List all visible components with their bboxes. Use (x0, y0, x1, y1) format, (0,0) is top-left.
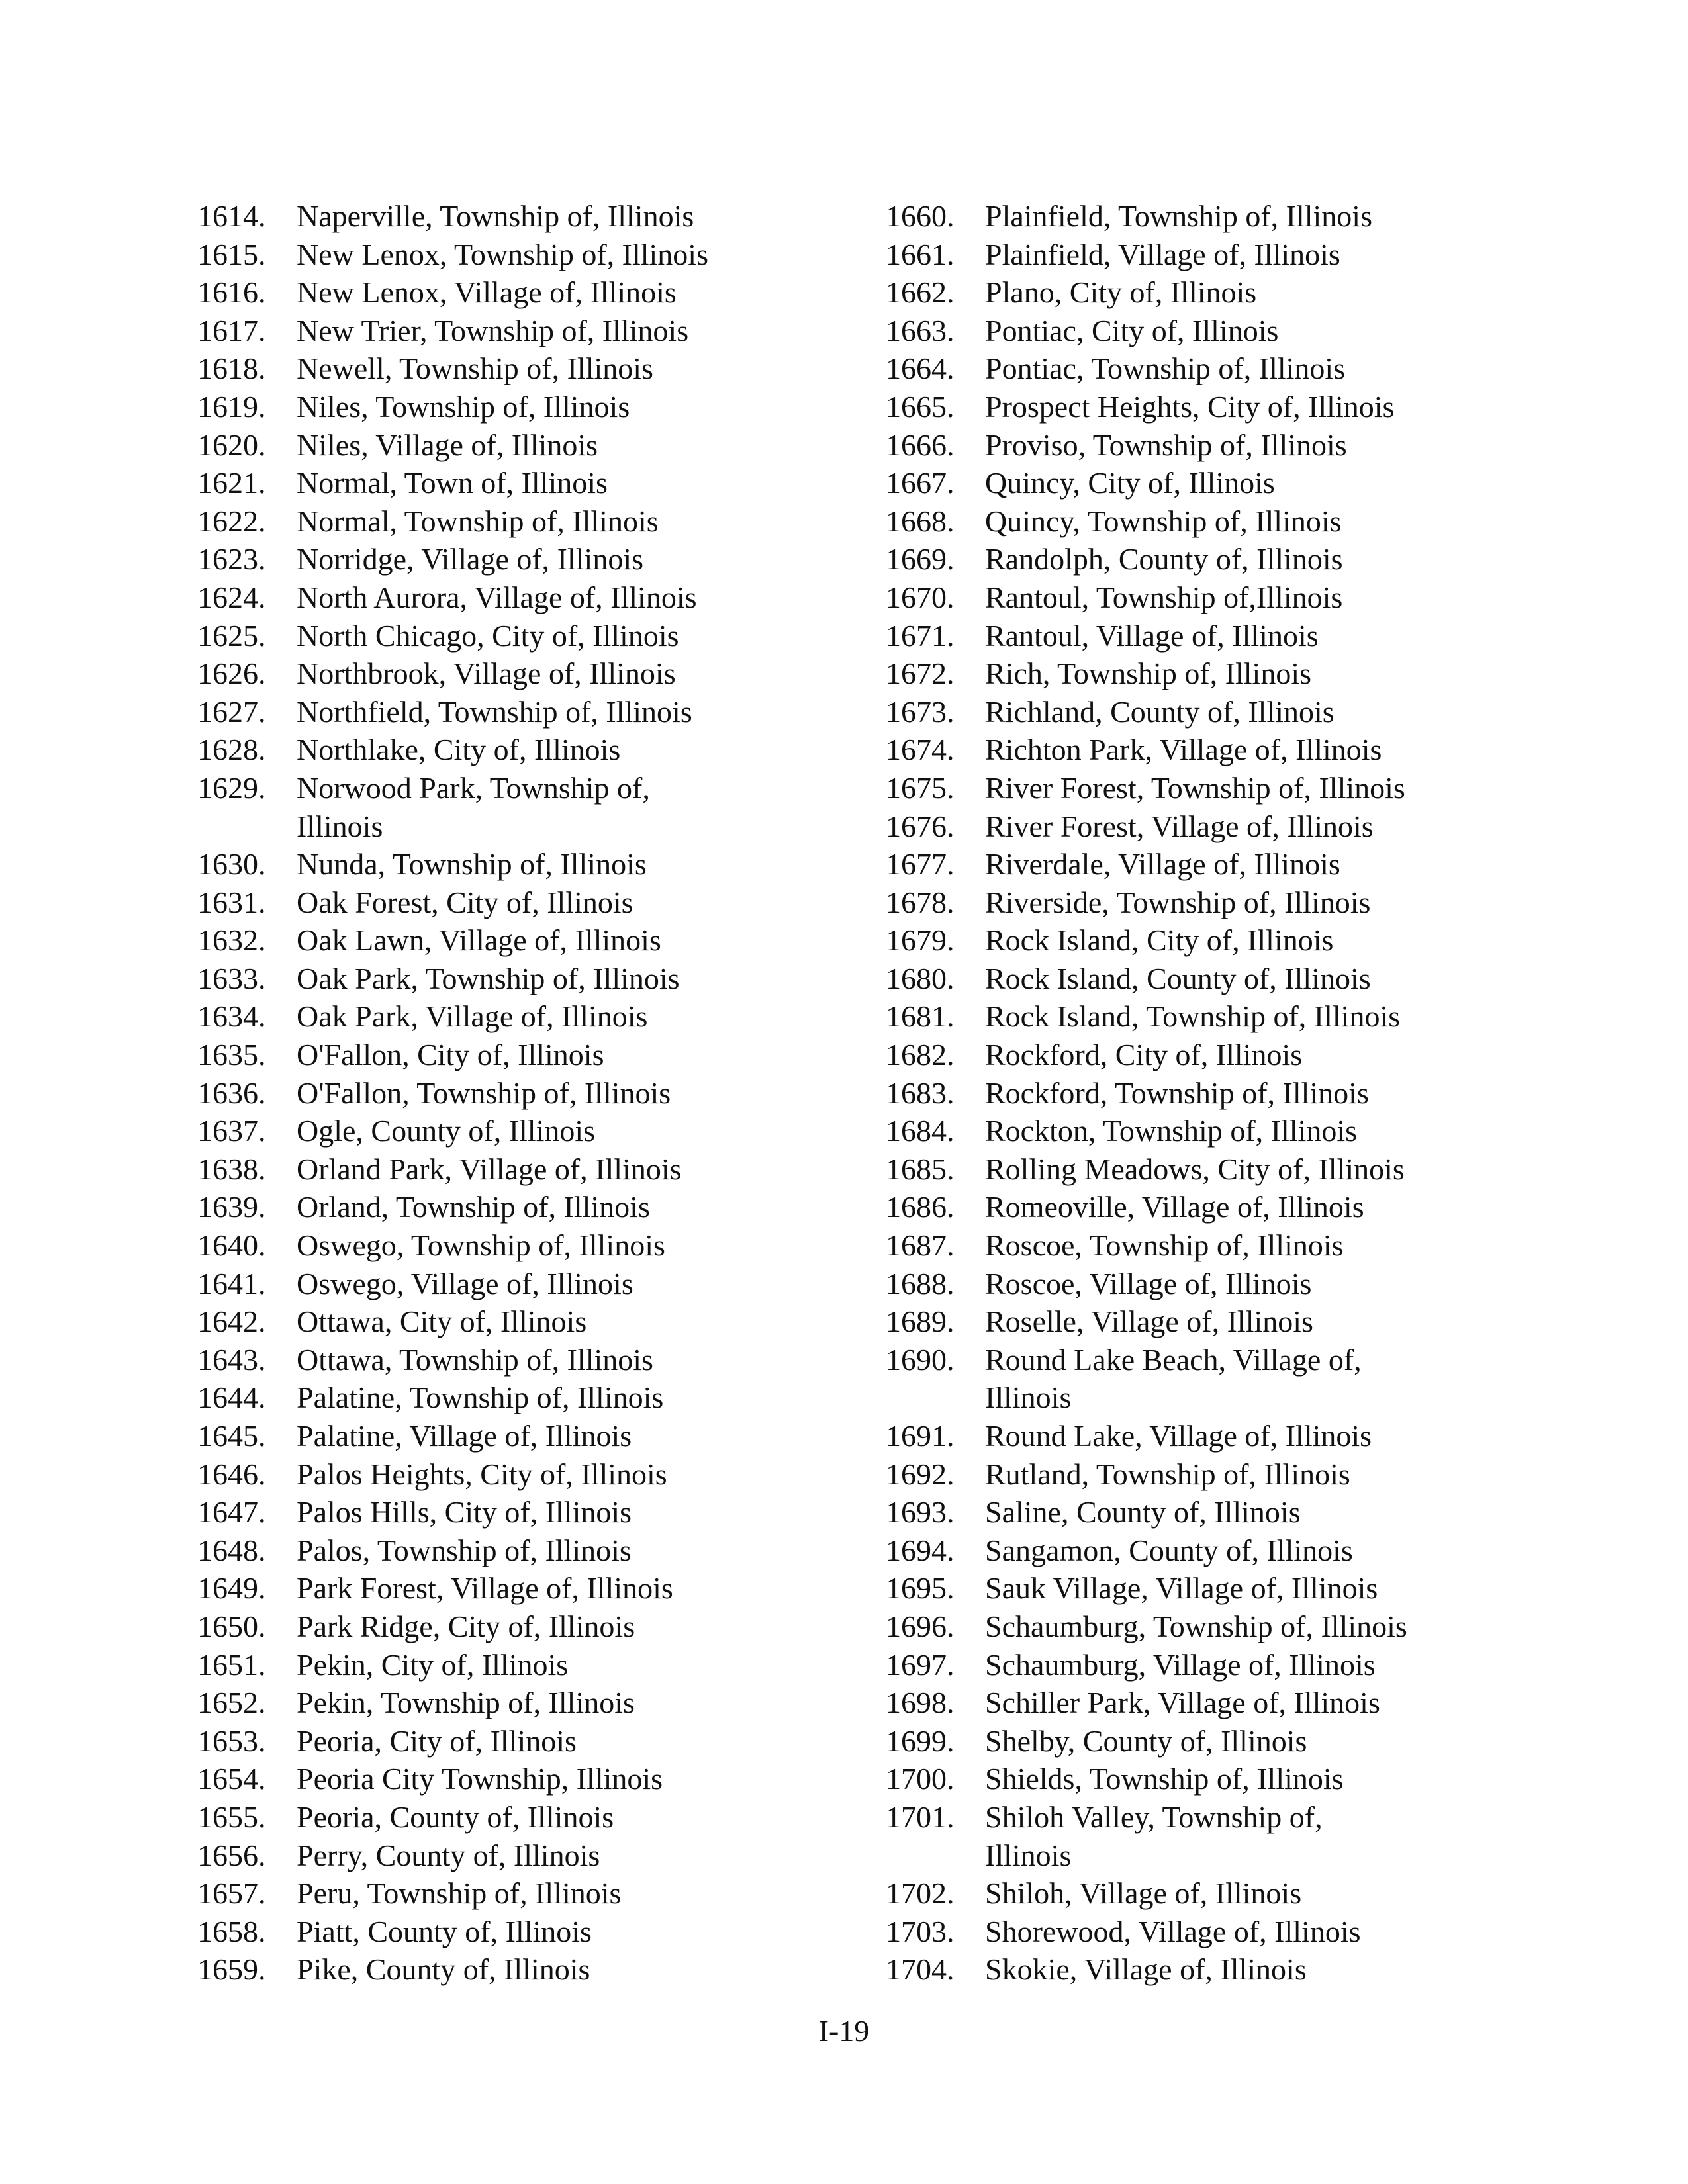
list-item (197, 1112, 859, 1150)
entry-name: North Aurora, Village of, Illinois (297, 580, 697, 614)
list-item (886, 197, 1548, 236)
entry-number: 1662. (886, 275, 955, 310)
entry-name: Round Lake, Village of, Illinois (985, 1419, 1372, 1453)
entry-name: Rock Island, Township of, Illinois (985, 999, 1401, 1034)
entry-number: 1652. (197, 1686, 266, 1720)
entry-number: 1672. (886, 657, 955, 691)
entry-name: Roscoe, Village of, Illinois (985, 1266, 1312, 1300)
entry-number: 1698. (886, 1686, 955, 1720)
entry-number: 1683. (886, 1075, 955, 1110)
entry-name: Oak Park, Village of, Illinois (297, 999, 648, 1034)
entry-name: Ogle, County of, Illinois (297, 1114, 596, 1148)
list-item (197, 1684, 859, 1722)
entry-number: 1690. (886, 1342, 955, 1377)
list-item (197, 388, 859, 426)
list-item (197, 1569, 859, 1608)
list-item (197, 1950, 859, 1989)
entry-number: 1649. (197, 1571, 266, 1606)
list-item (886, 578, 1548, 617)
entry-name: Oswego, Village of, Illinois (297, 1266, 633, 1300)
entry-number: 1699. (886, 1723, 955, 1758)
list-item (886, 312, 1548, 350)
entry-number: 1634. (197, 999, 266, 1034)
list-item (197, 731, 859, 769)
entry-number: 1653. (197, 1723, 266, 1758)
list-item (197, 540, 859, 578)
entry-name: Schaumburg, Village of, Illinois (985, 1647, 1376, 1682)
list-item (886, 236, 1548, 274)
list-item (197, 1913, 859, 1951)
entry-number: 1667. (886, 466, 955, 500)
entry-number: 1684. (886, 1114, 955, 1148)
entry-number: 1693. (886, 1495, 955, 1529)
entry-number: 1617. (197, 313, 266, 347)
list-item (886, 1874, 1548, 1913)
entry-number: 1623. (197, 542, 266, 576)
entry-name: Sauk Village, Village of, Illinois (985, 1571, 1378, 1606)
list-item (886, 1722, 1548, 1760)
list-item (886, 693, 1548, 731)
entry-name: Niles, Township of, Illinois (297, 389, 630, 424)
entry-name: Shelby, County of, Illinois (985, 1723, 1307, 1758)
list-item (886, 1112, 1548, 1150)
entry-name: Romeoville, Village of, Illinois (985, 1190, 1364, 1224)
list-item (197, 617, 859, 655)
entry-number: 1622. (197, 504, 266, 538)
entry-name: Rich, Township of, Illinois (985, 657, 1311, 691)
entry-name: Peoria City Township, Illinois (297, 1762, 663, 1796)
entry-name: Normal, Town of, Illinois (297, 466, 608, 500)
left-entry-column (197, 197, 859, 1989)
list-item (886, 1760, 1548, 1798)
entry-name: Pontiac, City of, Illinois (985, 313, 1279, 347)
entry-name: Shiloh, Village of, Illinois (985, 1876, 1302, 1911)
entry-number: 1635. (197, 1038, 266, 1072)
entry-name: Orland, Township of, Illinois (297, 1190, 650, 1224)
entry-number: 1694. (886, 1533, 955, 1567)
entry-name: Oak Park, Township of, Illinois (297, 961, 680, 995)
entry-name: O'Fallon, City of, Illinois (297, 1038, 604, 1072)
entry-number: 1657. (197, 1876, 266, 1911)
entry-name: New Lenox, Township of, Illinois (297, 237, 708, 271)
list-item (886, 1417, 1548, 1455)
entry-number: 1661. (886, 237, 955, 271)
entry-name: North Chicago, City of, Illinois (297, 618, 679, 653)
entry-number: 1678. (886, 885, 955, 919)
entry-name: Rutland, Township of, Illinois (985, 1457, 1350, 1491)
entry-name: Plainfield, Township of, Illinois (985, 199, 1372, 233)
entry-name: Proviso, Township of, Illinois (985, 428, 1347, 462)
entry-number: 1656. (197, 1838, 266, 1872)
list-item (886, 884, 1548, 922)
entry-number: 1671. (886, 618, 955, 653)
list-item (197, 693, 859, 731)
entry-name: Oswego, Township of, Illinois (297, 1228, 665, 1263)
entry-name: Rockford, City of, Illinois (985, 1038, 1303, 1072)
entry-number: 1628. (197, 733, 266, 767)
list-item (197, 1074, 859, 1113)
entry-name: Quincy, City of, Illinois (985, 466, 1275, 500)
entry-name: Norridge, Village of, Illinois (297, 542, 644, 576)
list-item (886, 502, 1548, 541)
entry-number: 1668. (886, 504, 955, 538)
entry-name: Schaumburg, Township of, Illinois (985, 1609, 1407, 1643)
list-item (886, 1608, 1548, 1646)
entry-number: 1677. (886, 847, 955, 882)
list-item (886, 1265, 1548, 1303)
entry-number: 1643. (197, 1342, 266, 1377)
entry-name: Palatine, Village of, Illinois (297, 1419, 632, 1453)
entry-name: Ottawa, Township of, Illinois (297, 1342, 653, 1377)
list-item (197, 921, 859, 960)
entry-name: Nunda, Township of, Illinois (297, 847, 647, 882)
entry-number: 1688. (886, 1266, 955, 1300)
entry-number: 1676. (886, 809, 955, 843)
entry-name: Shorewood, Village of, Illinois (985, 1914, 1361, 1948)
list-item (197, 769, 859, 845)
list-item (197, 1188, 859, 1226)
entry-number: 1658. (197, 1914, 266, 1948)
entry-name: River Forest, Village of, Illinois (985, 809, 1374, 843)
list-item (886, 1569, 1548, 1608)
entry-name: Peru, Township of, Illinois (297, 1876, 622, 1911)
list-item (197, 1265, 859, 1303)
entry-number: 1636. (197, 1075, 266, 1110)
list-item (197, 1417, 859, 1455)
entry-name: Oak Forest, City of, Illinois (297, 885, 633, 919)
entry-name: Pike, County of, Illinois (297, 1952, 590, 1987)
entry-number: 1691. (886, 1419, 955, 1453)
list-item (197, 1455, 859, 1494)
entry-number: 1704. (886, 1952, 955, 1987)
entry-number: 1647. (197, 1495, 266, 1529)
entry-number: 1663. (886, 313, 955, 347)
entry-number: 1629. (197, 770, 266, 805)
entry-name: Palos Heights, City of, Illinois (297, 1457, 667, 1491)
entry-number: 1640. (197, 1228, 266, 1263)
entry-name: Naperville, Township of, Illinois (297, 199, 694, 233)
entry-name: Plano, City of, Illinois (985, 275, 1257, 310)
entry-number: 1696. (886, 1609, 955, 1643)
list-item (197, 1874, 859, 1913)
entry-number: 1702. (886, 1876, 955, 1911)
entry-name: Niles, Village of, Illinois (297, 428, 598, 462)
entry-name: Schiller Park, Village of, Illinois (985, 1686, 1380, 1720)
entry-number: 1646. (197, 1457, 266, 1491)
list-item (886, 426, 1548, 465)
list-item (197, 960, 859, 998)
entry-name: Shields, Township of, Illinois (985, 1762, 1344, 1796)
entry-name: Ottawa, City of, Illinois (297, 1304, 587, 1339)
list-item (197, 1379, 859, 1417)
entry-number: 1666. (886, 428, 955, 462)
entry-name: New Trier, Township of, Illinois (297, 313, 689, 347)
entry-number: 1637. (197, 1114, 266, 1148)
entry-name: Round Lake Beach, Village of, Illinois (985, 1342, 1362, 1415)
entry-name: Pontiac, Township of, Illinois (985, 351, 1346, 386)
entry-name: Perry, County of, Illinois (297, 1838, 600, 1872)
list-item (197, 655, 859, 693)
entry-name: Peoria, City of, Illinois (297, 1723, 577, 1758)
list-item (197, 1608, 859, 1646)
entry-name: Park Ridge, City of, Illinois (297, 1609, 635, 1643)
entry-number: 1618. (197, 351, 266, 386)
entry-name: Pekin, City of, Illinois (297, 1647, 569, 1682)
entry-name: Roselle, Village of, Illinois (985, 1304, 1313, 1339)
entry-name: Rock Island, City of, Illinois (985, 923, 1334, 958)
entry-name: Pekin, Township of, Illinois (297, 1686, 635, 1720)
entry-number: 1621. (197, 466, 266, 500)
entry-number: 1700. (886, 1762, 955, 1796)
entry-name: Rolling Meadows, City of, Illinois (985, 1152, 1405, 1186)
list-item (886, 1074, 1548, 1113)
entry-name: Roscoe, Township of, Illinois (985, 1228, 1344, 1263)
list-item (886, 1302, 1548, 1341)
entry-number: 1654. (197, 1762, 266, 1796)
list-item (197, 578, 859, 617)
entry-number: 1695. (886, 1571, 955, 1606)
entry-name: Orland Park, Village of, Illinois (297, 1152, 682, 1186)
list-item (197, 884, 859, 922)
list-item (197, 1150, 859, 1189)
list-item (197, 236, 859, 274)
entry-name: Richton Park, Village of, Illinois (985, 733, 1382, 767)
entry-number: 1680. (886, 961, 955, 995)
list-item (886, 921, 1548, 960)
entry-name: Skokie, Village of, Illinois (985, 1952, 1307, 1987)
entry-number: 1679. (886, 923, 955, 958)
entry-name: Saline, County of, Illinois (985, 1495, 1301, 1529)
list-item (197, 1493, 859, 1531)
list-item (197, 997, 859, 1036)
entry-name: Rantoul, Township of,Illinois (985, 580, 1343, 614)
list-item (886, 769, 1548, 807)
list-item (197, 1722, 859, 1760)
entry-number: 1631. (197, 885, 266, 919)
list-item (886, 1646, 1548, 1684)
list-item (197, 1341, 859, 1379)
list-item (886, 1455, 1548, 1494)
entry-number: 1701. (886, 1799, 955, 1834)
list-item (886, 845, 1548, 884)
entry-number: 1641. (197, 1266, 266, 1300)
entry-number: 1625. (197, 618, 266, 653)
entry-number: 1675. (886, 770, 955, 805)
entry-number: 1616. (197, 275, 266, 310)
entry-name: River Forest, Township of, Illinois (985, 770, 1405, 805)
entry-name: Rock Island, County of, Illinois (985, 961, 1371, 995)
entry-number: 1650. (197, 1609, 266, 1643)
list-item (886, 540, 1548, 578)
list-item (886, 1950, 1548, 1989)
entry-name: Riverdale, Village of, Illinois (985, 847, 1340, 882)
entry-number: 1633. (197, 961, 266, 995)
entry-number: 1670. (886, 580, 955, 614)
list-item (197, 1646, 859, 1684)
entry-number: 1619. (197, 389, 266, 424)
list-item (197, 1226, 859, 1265)
entry-number: 1697. (886, 1647, 955, 1682)
list-item (886, 731, 1548, 769)
entry-number: 1674. (886, 733, 955, 767)
entry-number: 1692. (886, 1457, 955, 1491)
entry-name: New Lenox, Village of, Illinois (297, 275, 677, 310)
list-item (197, 312, 859, 350)
entry-name: Northfield, Township of, Illinois (297, 694, 692, 729)
list-item (886, 464, 1548, 502)
entry-name: Quincy, Township of, Illinois (985, 504, 1342, 538)
list-item (886, 1036, 1548, 1074)
entry-name: Palos Hills, City of, Illinois (297, 1495, 632, 1529)
entry-name: Palatine, Township of, Illinois (297, 1381, 664, 1415)
entry-name: Rockton, Township of, Illinois (985, 1114, 1357, 1148)
list-item (197, 845, 859, 884)
entry-number: 1669. (886, 542, 955, 576)
list-item (886, 1531, 1548, 1570)
list-item (886, 1684, 1548, 1722)
list-item (197, 1036, 859, 1074)
list-item (197, 426, 859, 465)
list-item (197, 1760, 859, 1798)
entry-name: Northlake, City of, Illinois (297, 733, 621, 767)
list-item (886, 273, 1548, 312)
entry-number: 1614. (197, 199, 266, 233)
entry-number: 1615. (197, 237, 266, 271)
list-item (886, 617, 1548, 655)
entry-name: Newell, Township of, Illinois (297, 351, 653, 386)
entry-number: 1624. (197, 580, 266, 614)
entry-number: 1627. (197, 694, 266, 729)
entry-number: 1642. (197, 1304, 266, 1339)
entry-name: Oak Lawn, Village of, Illinois (297, 923, 661, 958)
list-item (886, 1150, 1548, 1189)
entry-number: 1626. (197, 657, 266, 691)
entry-name: Randolph, County of, Illinois (985, 542, 1343, 576)
list-item (886, 807, 1548, 846)
entry-number: 1632. (197, 923, 266, 958)
list-item (197, 1531, 859, 1570)
entry-number: 1639. (197, 1190, 266, 1224)
entry-name: Plainfield, Village of, Illinois (985, 237, 1340, 271)
list-item (197, 1837, 859, 1875)
list-item (886, 349, 1548, 388)
entry-name: Palos, Township of, Illinois (297, 1533, 632, 1567)
entry-number: 1644. (197, 1381, 266, 1415)
list-item (886, 960, 1548, 998)
list-item (197, 197, 859, 236)
list-item (197, 1798, 859, 1837)
list-item (886, 997, 1548, 1036)
entry-name: Northbrook, Village of, Illinois (297, 657, 676, 691)
entry-name: Piatt, County of, Illinois (297, 1914, 592, 1948)
entry-number: 1630. (197, 847, 266, 882)
list-item (886, 388, 1548, 426)
list-item (886, 1798, 1548, 1874)
entry-name: Sangamon, County of, Illinois (985, 1533, 1353, 1567)
entry-name: Rantoul, Village of, Illinois (985, 618, 1319, 653)
entry-number: 1660. (886, 199, 955, 233)
entry-name: Normal, Township of, Illinois (297, 504, 659, 538)
entry-number: 1687. (886, 1228, 955, 1263)
entry-number: 1689. (886, 1304, 955, 1339)
entry-number: 1664. (886, 351, 955, 386)
entry-name: Rockford, Township of, Illinois (985, 1075, 1369, 1110)
right-entry-column (886, 197, 1548, 1989)
entry-number: 1645. (197, 1419, 266, 1453)
entry-number: 1648. (197, 1533, 266, 1567)
entry-number: 1682. (886, 1038, 955, 1072)
entry-name: Richland, County of, Illinois (985, 694, 1335, 729)
entry-number: 1620. (197, 428, 266, 462)
entry-number: 1665. (886, 389, 955, 424)
entry-number: 1659. (197, 1952, 266, 1987)
list-item (197, 273, 859, 312)
entry-name: Norwood Park, Township of, Illinois (297, 770, 650, 843)
list-item (886, 1913, 1548, 1951)
entry-number: 1638. (197, 1152, 266, 1186)
entry-number: 1685. (886, 1152, 955, 1186)
entry-name: Shiloh Valley, Township of, Illinois (985, 1799, 1323, 1872)
list-item (886, 1226, 1548, 1265)
list-item (886, 1493, 1548, 1531)
entry-number: 1655. (197, 1799, 266, 1834)
list-item (886, 1341, 1548, 1417)
page-number: I-19 (818, 2014, 870, 2048)
list-item (197, 464, 859, 502)
entry-number: 1686. (886, 1190, 955, 1224)
entry-name: Prospect Heights, City of, Illinois (985, 389, 1395, 424)
entry-number: 1673. (886, 694, 955, 729)
entry-name: Riverside, Township of, Illinois (985, 885, 1371, 919)
entry-name: Peoria, County of, Illinois (297, 1799, 614, 1834)
list-item (197, 1302, 859, 1341)
list-item (197, 349, 859, 388)
list-item (886, 1188, 1548, 1226)
entry-number: 1681. (886, 999, 955, 1034)
entry-name: O'Fallon, Township of, Illinois (297, 1075, 671, 1110)
list-item (886, 655, 1548, 693)
list-item (197, 502, 859, 541)
entry-number: 1651. (197, 1647, 266, 1682)
entry-number: 1703. (886, 1914, 955, 1948)
entry-name: Park Forest, Village of, Illinois (297, 1571, 673, 1606)
